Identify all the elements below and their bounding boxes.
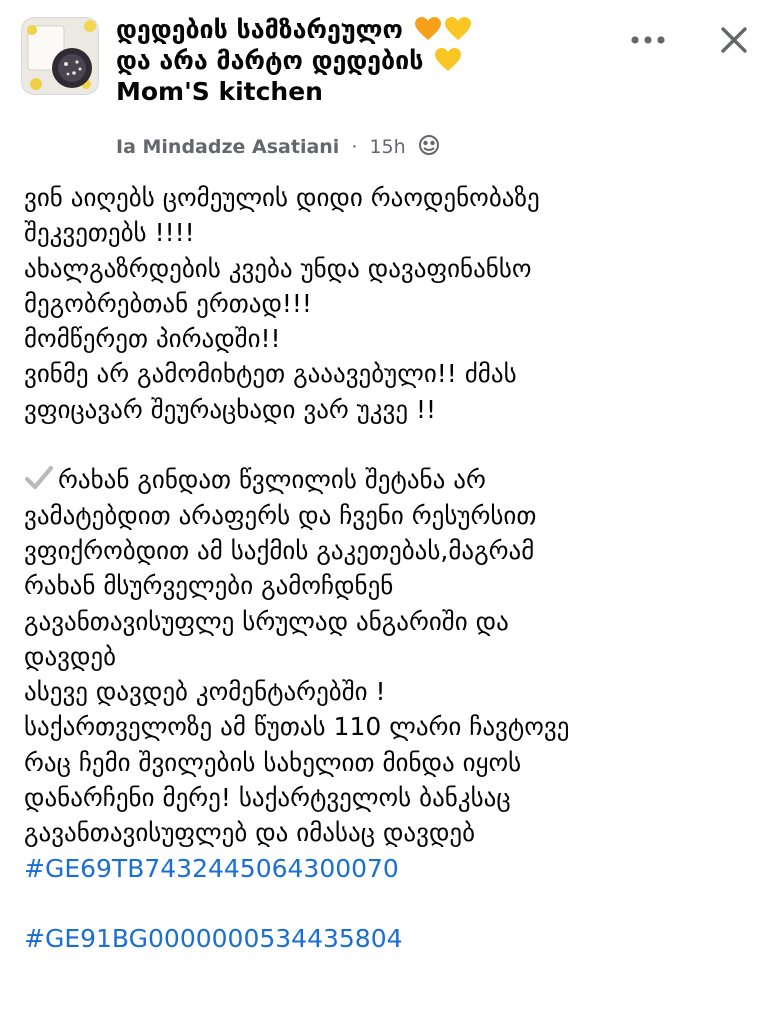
hashtag-link-2[interactable]: #GE91BG0000000534435804	[24, 924, 403, 954]
post-line-blank	[24, 886, 764, 921]
close-button[interactable]	[712, 18, 756, 62]
author-name[interactable]: Ia Mindadze Asatiani	[116, 136, 340, 158]
group-name-line-1[interactable]: დედების სამზარეულო	[116, 15, 403, 44]
group-avatar-image	[22, 18, 98, 94]
yellow-heart-icon	[444, 16, 472, 42]
post-header	[22, 14, 762, 164]
more-options-icon	[630, 35, 666, 45]
post-line: დავდებ	[24, 641, 117, 671]
post-line: ვფიცავარ შეურაცხადი ვარ უკვე !!	[24, 394, 437, 424]
hashtag-line-2	[24, 921, 764, 956]
post-line: ახალგაზრდების კვება უნდა დავაფინანსო	[24, 253, 532, 283]
meta-separator: ·	[351, 136, 358, 158]
post-body	[24, 180, 764, 957]
post-line: რაც ჩემი შვილების სახელით მინდა იყოს	[24, 747, 522, 777]
group-name[interactable]	[116, 14, 636, 107]
post-line: მეგობრებთან ერთად!!!	[24, 288, 312, 318]
post-meta	[116, 134, 440, 159]
post-line: გავანთავისუფლე სრულად ანგარიში და	[24, 606, 509, 636]
post-line: ვინმე არ გამომიხტეთ გააავებული!! ძმას	[24, 359, 517, 389]
globe-icon	[418, 134, 440, 156]
yellow-heart-icon	[434, 47, 462, 73]
post-line: ვფიქრობდით ამ საქმის გაკეთებას,მაგრამ	[24, 535, 535, 565]
orange-heart-icon	[414, 16, 442, 42]
post-time[interactable]: 15h	[369, 136, 406, 158]
post-line: გავანთავისუფლებ და იმასაც დავდებ	[24, 818, 476, 848]
more-options-button[interactable]	[626, 20, 670, 60]
post-line: საქართველოზე ამ წუთას 110 ლარი ჩავტოვე	[24, 712, 570, 742]
group-name-line-3[interactable]: Mom'S kitchen	[116, 77, 323, 106]
post-line: რახან მსურველები გამოჩდნენ	[24, 571, 394, 601]
post-line: ვამატებდით არაფერს და ჩვენი რესურსით	[24, 500, 537, 530]
post-line: დანარჩენი მერე! საქარტველოს ბანკსაც	[24, 783, 511, 813]
post-line: ვინ აიღებს ცომეულის დიდი რაოდენობაზე	[24, 183, 540, 212]
hashtag-link-1[interactable]: #GE69TB7432445064300070	[24, 853, 399, 883]
group-avatar[interactable]	[22, 18, 98, 94]
post-line: შეკვეთებს !!!!	[24, 218, 195, 248]
post-line: მომწერეთ პირადში!!	[24, 324, 281, 354]
post-line-with-check	[24, 462, 764, 497]
post-line-blank	[24, 427, 764, 462]
hashtag-line-1	[24, 851, 764, 886]
group-name-line-2[interactable]: და არა მარტო დედების	[116, 46, 424, 75]
post-line: ასევე დავდებ კომენტარებში !	[24, 677, 386, 707]
close-icon	[720, 26, 748, 54]
check-mark-icon	[24, 465, 54, 491]
post-line: რახან გინდათ წვლილის შეტანა არ	[58, 465, 486, 495]
